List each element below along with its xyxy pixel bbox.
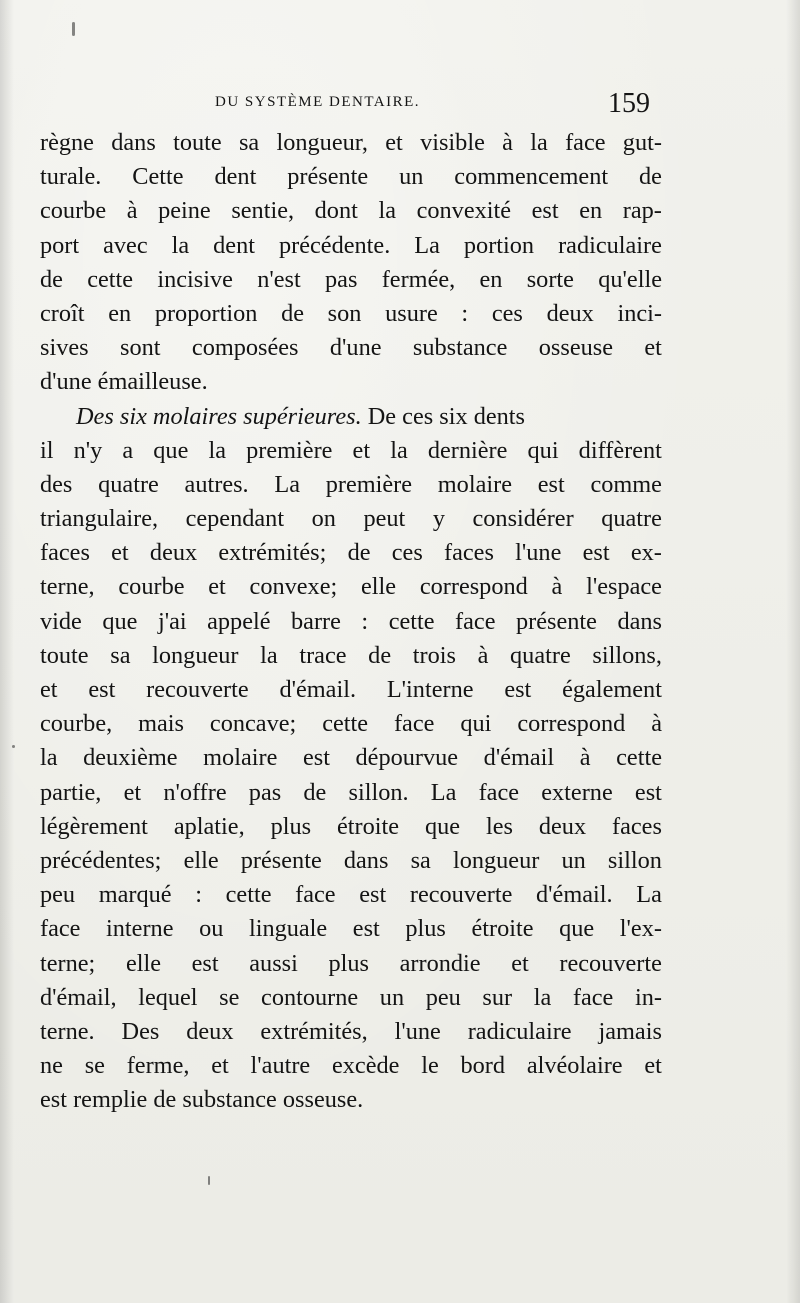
text-line: port avec la dent précédente. La portion radiculaire — [40, 231, 662, 259]
left-page-edge — [0, 0, 14, 1303]
text-line: terne. Des deux extrémités, l'une radiculaire jamais — [40, 1017, 662, 1045]
print-speck — [12, 745, 15, 748]
text-line: des quatre autres. La première molaire est comme — [40, 470, 662, 498]
text-line: règne dans toute sa longueur, et visible à la face gut- — [40, 129, 662, 156]
print-speck — [208, 1176, 210, 1185]
text-line: et est recouverte d'émail. L'interne est également — [40, 676, 662, 703]
text-line: peu marqué : cette face est recouverte d'émail. La — [40, 881, 662, 909]
section-heading-line — [40, 400, 662, 434]
text-line: courbe à peine sentie, dont la convexité est en rap- — [40, 197, 662, 225]
text-line: courbe, mais concave; cette face qui correspond à — [40, 710, 662, 738]
text-line: terne, courbe et convexe; elle correspond à l'espace — [40, 573, 662, 601]
text-line: de cette incisive n'est pas fermée, en sorte qu'elle — [40, 265, 662, 293]
right-page-edge — [786, 0, 800, 1303]
text-line: d'une émailleuse. — [40, 368, 208, 396]
text-line: partie, et n'offre pas de sillon. La face externe est — [40, 778, 662, 806]
text-line: la deuxième molaire est dépourvue d'émail à cette — [40, 744, 662, 772]
text-line: terne; elle est aussi plus arrondie et recouverte — [40, 949, 662, 977]
text-line: vide que j'ai appelé barre : cette face présente dans — [40, 607, 662, 635]
text-line: faces et deux extrémités; de ces faces l'une est ex- — [40, 539, 662, 567]
text-line: légèrement aplatie, plus étroite que les deux faces — [40, 812, 662, 840]
section-heading: Des six molaires supérieures. — [76, 402, 362, 430]
page-number: 159 — [608, 88, 650, 119]
body-text — [40, 126, 662, 1117]
section-heading-continuation: De ces six dents — [367, 402, 525, 430]
print-speck — [72, 22, 75, 36]
text-line: sives sont composées d'une substance osseuse et — [40, 334, 662, 362]
text-line: triangulaire, cependant on peut y considérer quatre — [40, 505, 662, 533]
text-line: turale. Cette dent présente un commencement de — [40, 163, 662, 191]
text-line: ne se ferme, et l'autre excède le bord alvéolaire et — [40, 1052, 662, 1080]
text-line: croît en proportion de son usure : ces deux inci- — [40, 299, 662, 327]
text-line: face interne ou linguale est plus étroite que l'ex- — [40, 915, 662, 943]
running-head — [0, 88, 800, 122]
text-line: précédentes; elle présente dans sa longueur un sillon — [40, 846, 662, 874]
running-head-title: DU SYSTÈME DENTAIRE. — [215, 94, 421, 110]
text-line: est remplie de substance osseuse. — [40, 1086, 364, 1114]
text-line: il n'y a que la première et la dernière qui diffèrent — [40, 436, 662, 464]
text-line: toute sa longueur la trace de trois à quatre sillons, — [40, 641, 662, 669]
text-line: d'émail, lequel se contourne un peu sur la face in- — [40, 983, 662, 1011]
